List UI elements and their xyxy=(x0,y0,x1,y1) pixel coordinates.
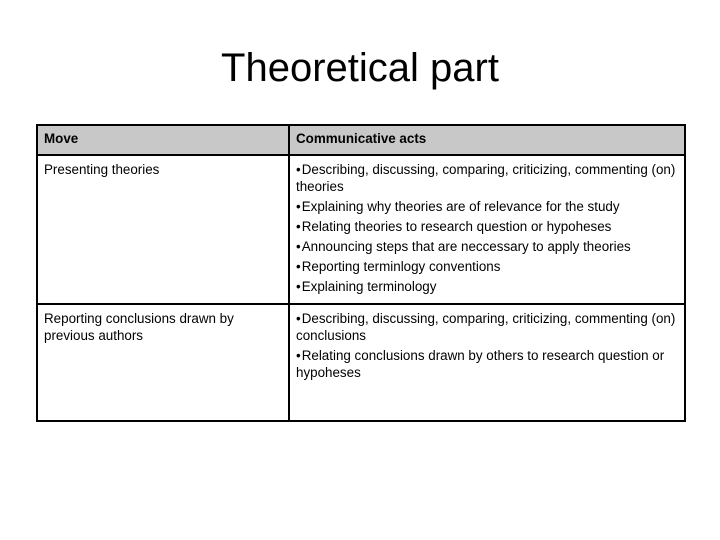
table-row xyxy=(37,155,685,304)
list-item: •Explaining terminology xyxy=(296,279,437,294)
slide-title: Theoretical part xyxy=(221,46,499,90)
moves-table xyxy=(36,124,686,422)
bullet-icon: • xyxy=(296,348,301,363)
list-item: •Describing, discussing, comparing, criticizing, commenting (on) theories xyxy=(296,162,676,194)
acts-list xyxy=(296,161,678,295)
acts-cell xyxy=(289,304,685,421)
bullet-icon: • xyxy=(296,162,301,177)
bullet-icon: • xyxy=(296,259,301,274)
list-item: •Relating theories to research question or hypoheses xyxy=(296,219,612,234)
bullet-icon: • xyxy=(296,219,301,234)
move-cell: Presenting theories xyxy=(37,155,289,304)
table-header-row xyxy=(37,125,685,155)
bullet-icon: • xyxy=(296,239,301,254)
header-communicative-acts: Communicative acts xyxy=(289,125,685,155)
bullet-icon: • xyxy=(296,279,301,294)
acts-cell xyxy=(289,155,685,304)
list-item: •Describing, discussing, comparing, criticizing, commenting (on) conclusions xyxy=(296,311,676,343)
move-cell: Reporting conclusions drawn by previous authors xyxy=(37,304,289,421)
list-item: •Reporting terminlogy conventions xyxy=(296,259,501,274)
list-item: •Announcing steps that are neccessary to apply theories xyxy=(296,239,631,254)
bullet-icon: • xyxy=(296,311,301,326)
bullet-icon: • xyxy=(296,199,301,214)
list-item: •Explaining why theories are of relevance for the study xyxy=(296,199,620,214)
acts-list xyxy=(296,310,678,381)
list-item: •Relating conclusions drawn by others to research question or hypoheses xyxy=(296,348,665,380)
header-move: Move xyxy=(37,125,289,155)
table-row xyxy=(37,304,685,421)
